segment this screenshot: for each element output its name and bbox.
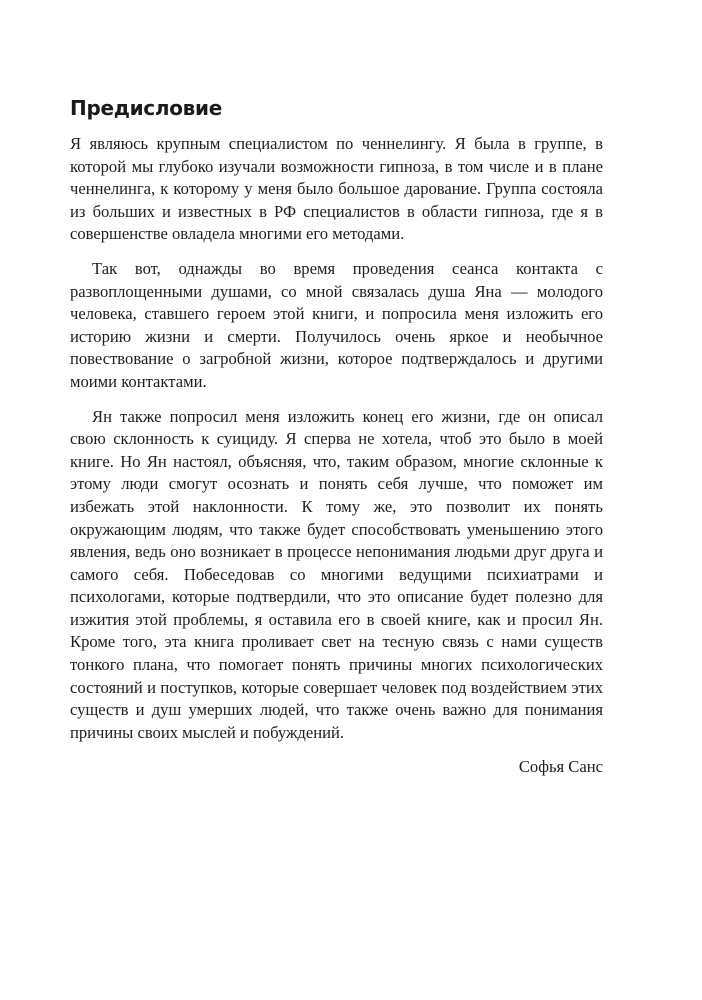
paragraph-1: Я являюсь крупным специалистом по ченнелингу. Я была в группе, в которой мы глубоко изучали возможности гипноза, в том числе и в плане ченнелинга, к которому у меня было большое дарование. Группа состояла из больших и известных в РФ специалистов в области гипноза, где я в совершенстве овладела многими его методами. (70, 134, 603, 244)
page-title: Предисловие (70, 96, 222, 120)
paragraph-3: Ян также попросил меня изложить конец его жизни, где он описал свою склонность к суициду. Я сперва не хотела, чтоб это было в моей книге. Но Ян настоял, объясняя, что, таким образом, многие склонные к этому люди смогут осознать и понять себя лучше, что поможет им избежать этой наклонности. К тому же, это позволит их понять окружающим людям, что также будет способствовать уменьшению этого явления, ведь оно возникает в процессе непонимания людьми друг друга и самого себя. Побеседовав со многими ведущими психиатрами и психологами, которые подтвердили, что это описание будет полезно для изжития этой проблемы, я оставила его в своей книге, как и просил Ян. Кроме того, эта книга проливает свет на тесную связь с нами существ тонкого плана, что помогает понять причины многих психологических состояний и поступков, которые совершает человек под воздействием этих существ и душ умерших людей, что также очень важно для понимания причины своих мыслей и побуждений. (70, 406, 603, 742)
page-content (70, 95, 603, 779)
paragraph-2: Так вот, однажды во время проведения сеанса контакта с развоплощенными душами, со мной связалась душа Яна — молодого человека, ставшего героем этой книги, и попросила меня изложить его историю жизни и смерти. Получилось очень яркое и необычное повествование о загробной жизни, которое подтверждалось и другими моими контактами. (70, 258, 603, 391)
author-signature: Софья Санс (518, 757, 603, 777)
